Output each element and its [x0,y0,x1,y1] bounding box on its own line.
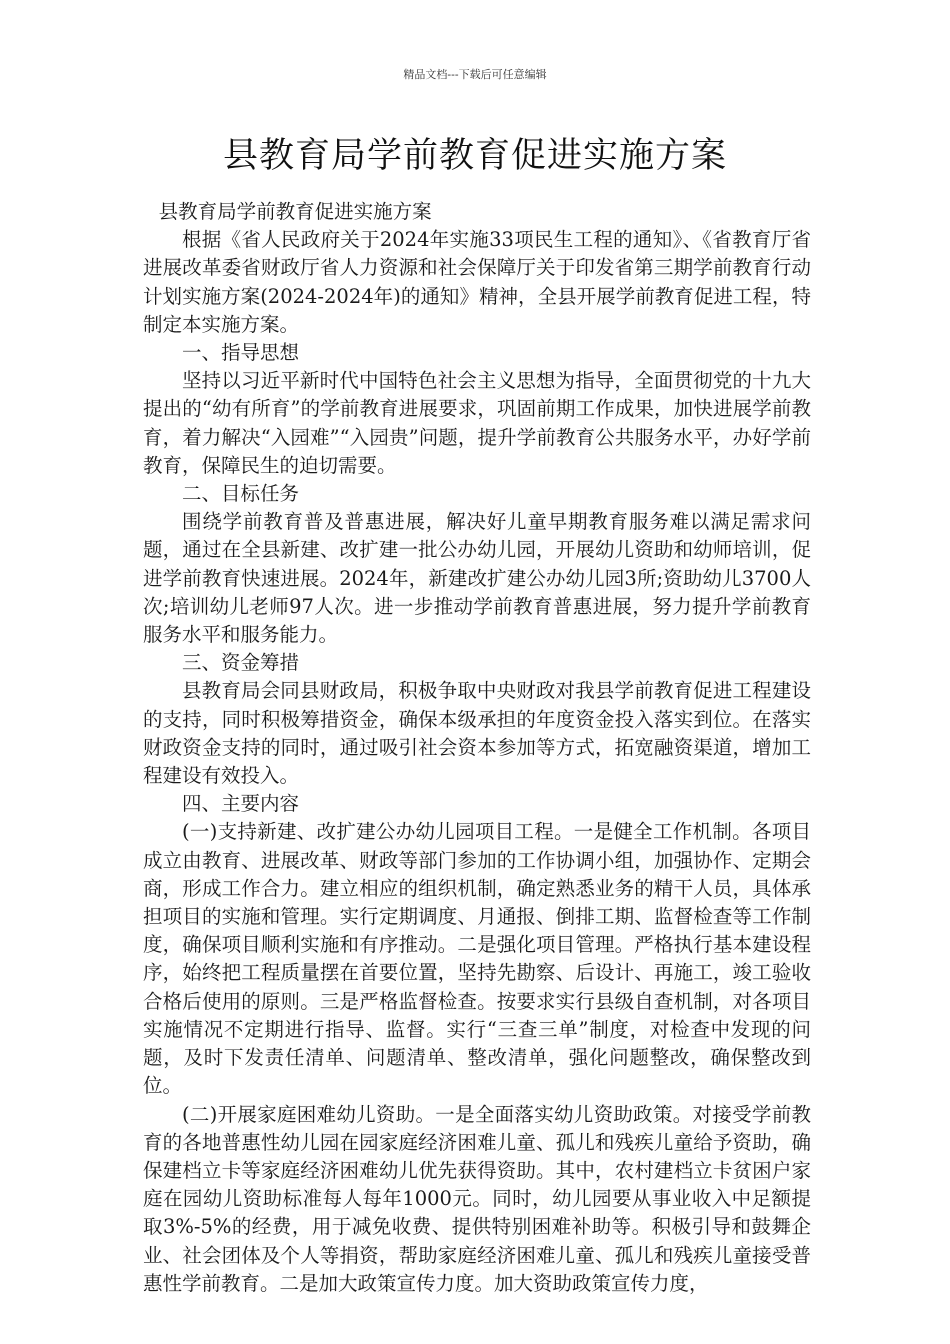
section-heading: 二、目标任务 [182,482,300,506]
section-paragraph: (二)开展家庭困难幼儿资助。一是全面落实幼儿资助政策。对接受学前教育的各地普惠性幼儿园在园家庭经济困难儿童、孤儿和残疾儿童给予资助，确保建档立卡等家庭经济困难幼儿优先获得资助。其中，农村建档立卡贫困户家庭在园幼儿资助标准每人每年1000元。同时，幼儿园要从事业收入中足额提取3%-5%的经费，用于减免收费、提供特别困难补助等。积极引导和鼓舞企业、社会团体及个人等捐资，帮助家庭经济困难儿童、孤儿和残疾儿童接受普惠性学前教育。二是加大政策宣传力度。加大资助政策宣传力度， [143,1102,811,1295]
section-heading: 三、资金筹措 [182,651,300,675]
document-title: 县教育局学前教育促进实施方案 [222,136,727,176]
document-subtitle: 县教育局学前教育促进实施方案 [158,200,432,223]
header-note: 精品文档---下载后可任意编辑 [403,68,547,81]
section-heading: 一、指导思想 [182,341,300,365]
section-paragraph: 坚持以习近平新时代中国特色社会主义思想为指导，全面贯彻党的十九大提出的“幼有所育”的学前教育进展要求，巩固前期工作成果，加快进展学前教育，着力解决“入园难”“入园贵”问题，提升学前教育公共服务水平，办好学前教育，保障民生的迫切需要。 [143,369,811,477]
section-heading: 四、主要内容 [182,792,300,816]
section-paragraph: 县教育局会同县财政局，积极争取中央财政对我县学前教育促进工程建设的支持，同时积极筹措资金，确保本级承担的年度资金投入落实到位。在落实财政资金支持的同时，通过吸引社会资本参加等方式，拓宽融资渠道，增加工程建设有效投入。 [143,679,811,788]
section-paragraph: (一)支持新建、改扩建公办幼儿园项目工程。一是健全工作机制。各项目成立由教育、进展改革、财政等部门参加的工作协调小组，加强协作、定期会商，形成工作合力。建立相应的组织机制，确定熟悉业务的精干人员，具体承担项目的实施和管理。实行定期调度、月通报、倒排工期、监督检查等工作制度，确保项目顺利实施和有序推动。二是强化项目管理。严格执行基本建设程序，始终把工程质量摆在首要位置，坚持先勘察、后设计、再施工，竣工验收合格后使用的原则。三是严格监督检查。按要求实行县级自查机制，对各项目实施情况不定期进行指导、监督。实行“三查三单”制度，对检查中发现的问题，及时下发责任清单、问题清单、整改清单，强化问题整改，确保整改到位。 [143,820,811,1098]
section-paragraph: 围绕学前教育普及普惠进展，解决好儿童早期教育服务难以满足需求问题，通过在全县新建、改扩建一批公办幼儿园，开展幼儿资助和幼师培训，促进学前教育快速进展。2024年，新建改扩建公办幼儿园3所;资助幼儿3700人次;培训幼儿老师97人次。进一步推动学前教育普惠进展，努力提升学前教育服务水平和服务能力。 [143,510,811,647]
document-body [143,198,811,1298]
intro-paragraph: 根据《省人民政府关于2024年实施33项民生工程的通知》、《省教育厅省进展改革委省财政厅省人力资源和社会保障厅关于印发省第三期学前教育行动计划实施方案(2024-2024年)的通知》精神，全县开展学前教育促进工程，特制定本实施方案。 [143,228,811,336]
